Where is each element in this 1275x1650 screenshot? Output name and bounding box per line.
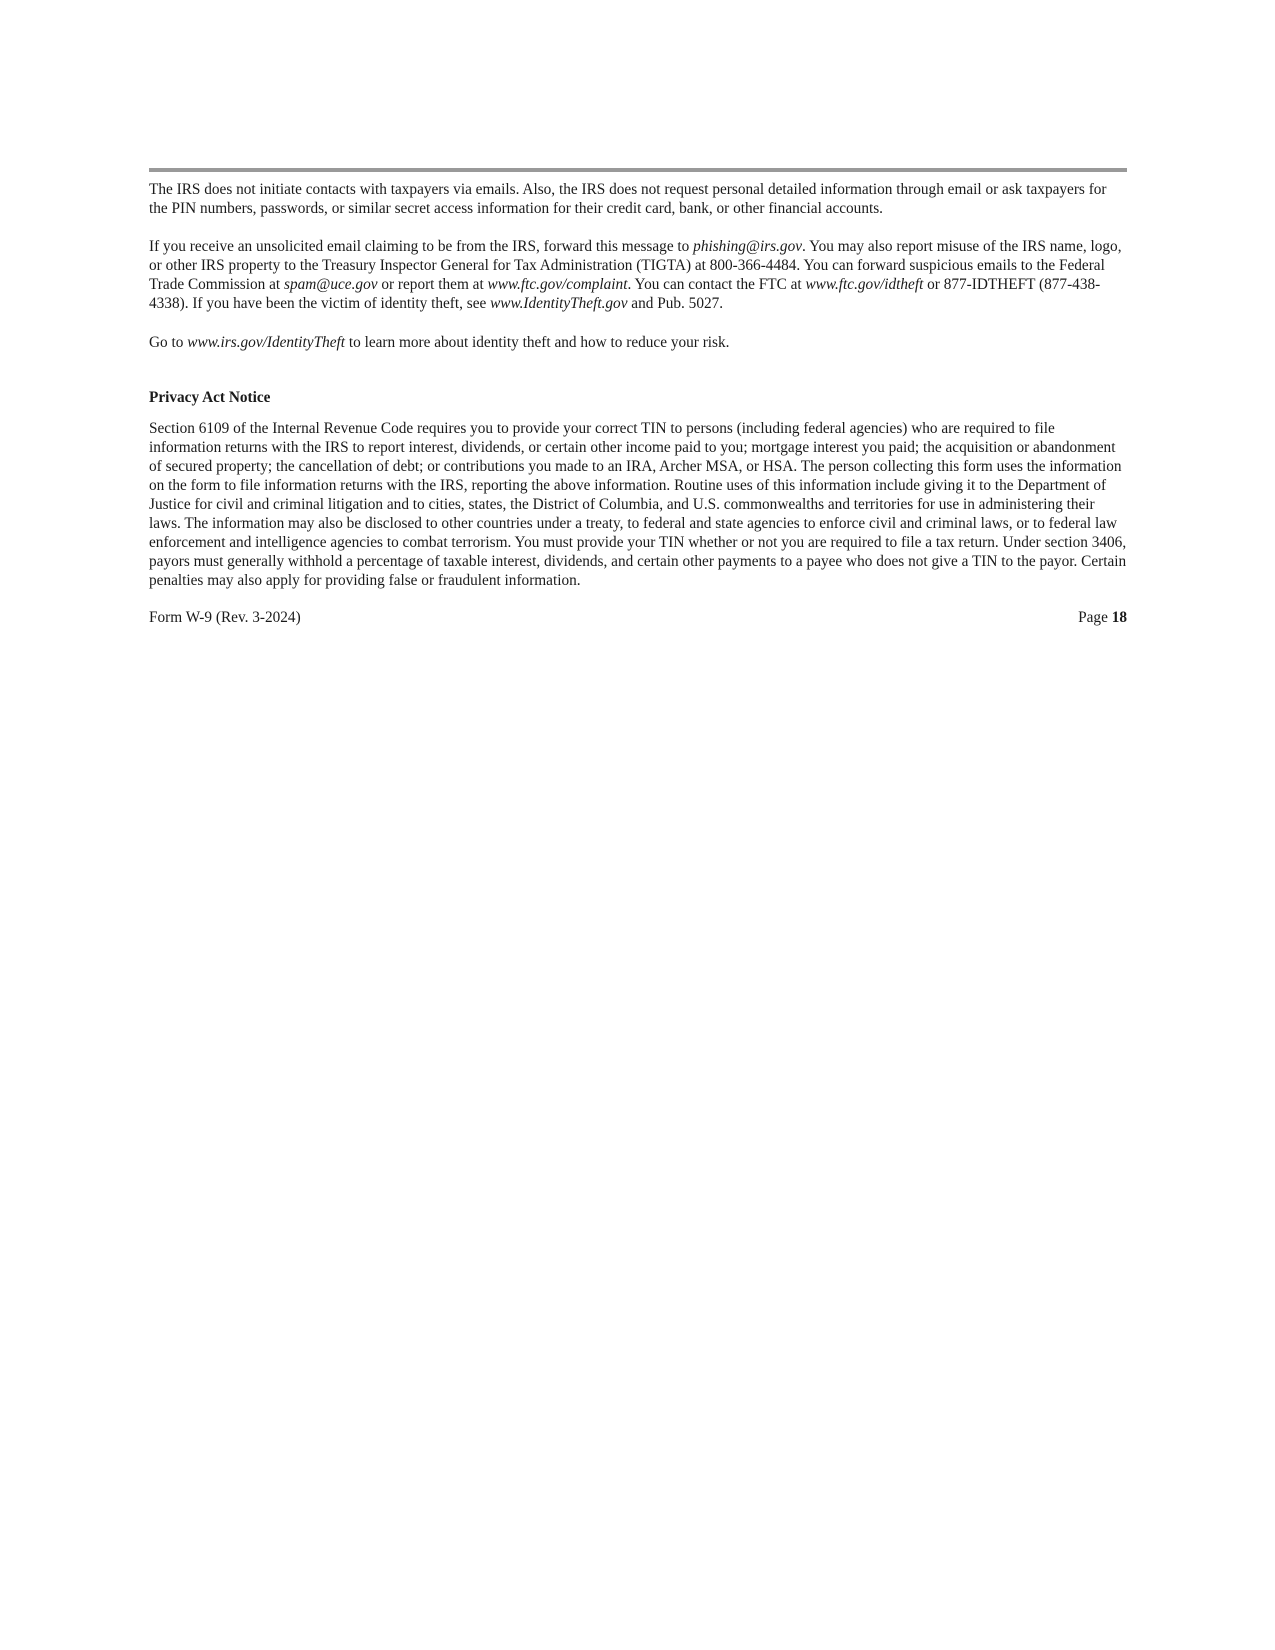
privacy-act-paragraph: Section 6109 of the Internal Revenue Code requires you to provide your correct TIN to persons (including federal agencies) who are required to file information returns with the IRS to report interest, dividends, or certain other income paid to you; mortgage interest you paid; the acquisition or abandonment of secured property; the cancellation of debt; or contributions you made to an IRA, Archer MSA, or HSA. The person collecting this form uses the information on the form to file information returns with the IRS, reporting the above information. Routine uses of this information include giving it to the Department of Justice for civil and criminal litigation and to cities, states, the District of Columbia, and U.S. commonwealths and territories for use in administering their laws. The information may also be disclosed to other countries under a treaty, to federal and state agencies to enforce civil and criminal laws, or to federal law enforcement and intelligence agencies to combat terrorism. You must provide your TIN whether or not you are required to file a tax return. Under section 3406, payors must generally withhold a percentage of taxable interest, dividends, and certain other payments to a payee who does not give a TIN to the payor. Certain penalties may also apply for providing false or fraudulent information. [149,420,1127,589]
spam-email-link[interactable]: spam@uce.gov [284,276,378,293]
page-label: Page [1078,609,1108,626]
text-run: or 877-IDTHEFT (877-438-4338). If you have been the victim of identity theft, see [149,276,1101,312]
identity-theft-paragraph [149,333,1127,352]
text-run: . You can contact the FTC at [627,276,806,293]
text-run: If you receive an unsolicited email claiming to be from the IRS, forward this message to [149,238,694,255]
identitytheft-gov-link[interactable]: www.IdentityTheft.gov [490,295,628,312]
page-number-label [1078,608,1127,627]
report-phishing-paragraph [149,237,1127,313]
top-rule-divider [149,168,1127,172]
text-run: Go to [149,334,188,351]
irs-contact-paragraph: The IRS does not initiate contacts with taxpayers via emails. Also, the IRS does not request personal detailed information through email or ask taxpayers for the PIN numbers, passwords, or similar secret access information for their credit card, bank, or other financial accounts. [149,181,1107,217]
text-run: and Pub. 5027. [627,295,724,312]
phishing-email-link[interactable]: phishing@irs.gov [693,238,803,255]
ftc-complaint-link[interactable]: www.ftc.gov/complaint [487,276,628,293]
text-run: . You may also report misuse of the IRS name, logo, or other IRS property to the Treasury Inspector General for Tax Administration (TIGTA) at 800-366-4484. You can forward suspicious emails to the Federal Trade Commission at [149,238,1122,293]
text-run: to learn more about identity theft and how to reduce your risk. [345,334,730,351]
page-footer [149,608,1127,627]
ftc-idtheft-link[interactable]: www.ftc.gov/idtheft [805,276,924,293]
page-number: 18 [1111,609,1127,626]
text-run: or report them at [377,276,488,293]
form-identifier: Form W-9 (Rev. 3-2024) [149,609,301,626]
privacy-act-heading: Privacy Act Notice [149,389,271,406]
document-page [149,168,1127,627]
irs-identitytheft-link[interactable]: www.irs.gov/IdentityTheft [187,334,346,351]
